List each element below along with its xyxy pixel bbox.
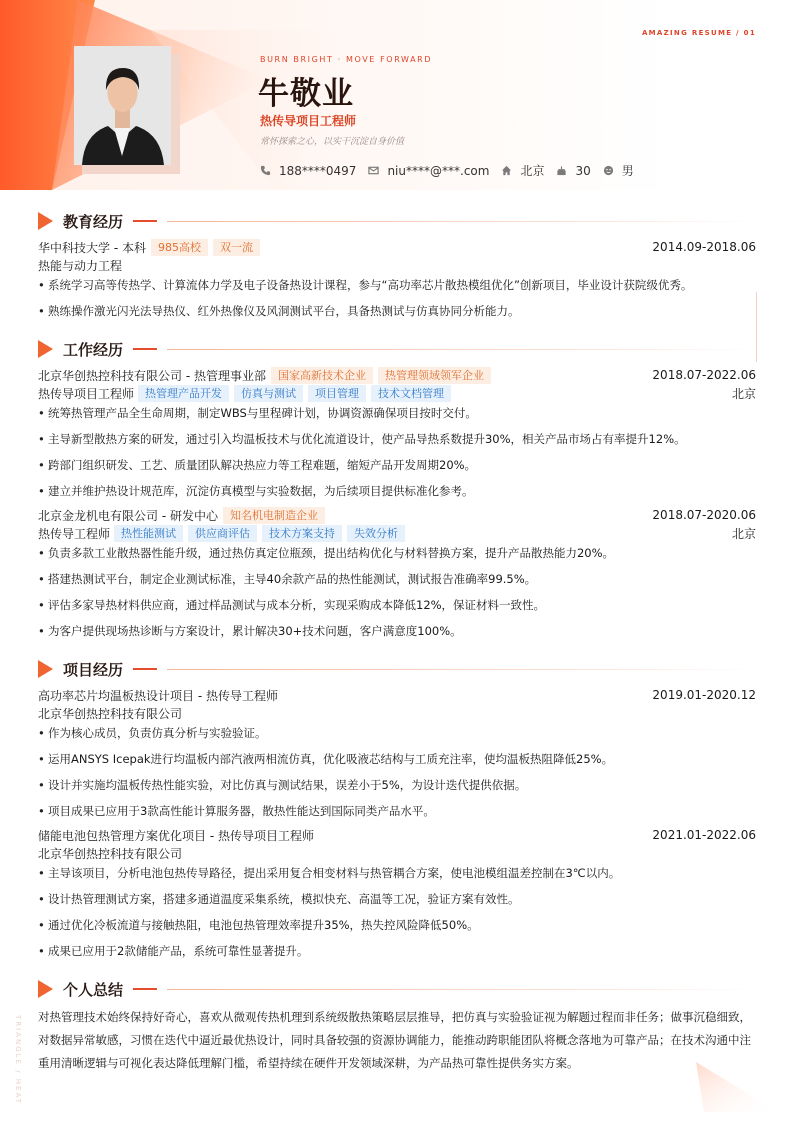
section-heading-work (38, 339, 758, 359)
skill-tag: 技术方案支持 (262, 525, 342, 542)
work-date: 2018.07-2022.06 (652, 368, 756, 382)
role-name: 热传导项目工程师 (38, 386, 135, 401)
project-header-row (38, 686, 756, 704)
title-rule (167, 989, 758, 990)
mail-icon (368, 165, 379, 176)
list-item: • 建立并维护热设计规范库，沉淀仿真模型与实验数据，为后续项目提供标准化参考。 (38, 482, 756, 500)
profile-photo (74, 46, 171, 165)
section-heading-projects (38, 659, 758, 679)
title-dash (133, 220, 157, 222)
work-role-row (38, 524, 756, 542)
city-text: 北京 (520, 164, 545, 178)
triangle-icon (38, 660, 53, 678)
phone-text: 188****0497 (279, 163, 357, 178)
list-item: • 跨部门组织研发、工艺、质量团队解决热应力等工程难题，缩短产品开发周期20%。 (38, 456, 756, 474)
school-tag: 985高校 (151, 239, 208, 256)
project-org-row (38, 704, 756, 722)
contact-gender (603, 162, 634, 179)
skill-tag: 仿真与测试 (234, 385, 303, 402)
project-org-row (38, 844, 756, 862)
email-text: niu****@***.com (387, 163, 490, 178)
title-rule (167, 349, 758, 350)
resume-header (0, 0, 794, 190)
section-title: 项目经历 (63, 660, 124, 679)
work-location: 北京 (731, 526, 756, 541)
list-item: • 统筹热管理产品全生命周期，制定WBS与里程碑计划，协调资源确保项目按时交付。 (38, 404, 756, 422)
list-item: • 为客户提供现场热诊断与方案设计，累计解决30+技术问题，客户满意度100%。 (38, 622, 756, 640)
cake-icon (556, 165, 567, 176)
summary-paragraph: 对热管理技术始终保持好奇心，喜欢从微观传热机理到系统级散热策略层层推导，把仿真与实验验证视为解题过程而非任务；做事沉稳细致，对数据异常敏感，习惯在迭代中逼近最优热设计，同时具备较强的资源协调能力，能推动跨职能团队将概念落地为可靠产品；在技术沟通中注重用清晰逻辑与可视化表达降低理解门槛，希望持续在硬件开发领域深耕，为产品热可靠性提供务实方案。 (38, 1010, 751, 1070)
title-dash (133, 668, 157, 670)
work-location: 北京 (731, 386, 756, 401)
face-icon (603, 165, 614, 176)
list-item: • 运用ANSYS Icepak进行均温板内部汽液两相流仿真，优化吸液芯结构与工质充注率，使均温板热阻降低25%。 (38, 750, 756, 768)
motto: 常怀探索之心，以实干沉淀自身价值 (260, 137, 405, 147)
triangle-icon (38, 212, 53, 230)
company-tag: 国家高新技术企业 (271, 367, 373, 384)
resume-page-tag: AMAZING RESUME / 01 (641, 29, 756, 37)
section-heading-education (38, 211, 758, 231)
list-item: • 成果已应用于2款储能产品，系统可靠性显著提升。 (38, 942, 756, 960)
company-name: 北京金龙机电有限公司 - 研发中心 (38, 508, 218, 523)
work-date: 2018.07-2020.06 (652, 508, 756, 522)
contact-age (556, 164, 590, 178)
triangle-icon (38, 340, 53, 358)
title-dash (133, 348, 157, 350)
skill-tag: 项目管理 (308, 385, 366, 402)
list-item: • 作为核心成员，负责仿真分析与实验验证。 (38, 724, 756, 742)
section-title: 工作经历 (63, 340, 124, 359)
school-name: 华中科技大学 - 本科 (38, 240, 146, 255)
list-item: • 主导新型散热方案的研发，通过引入均温板技术与优化流道设计，使产品导热系数提升30%，相关产品市场占有率提升12%。 (38, 430, 756, 448)
school-tag: 双一流 (213, 239, 260, 256)
education-header-row (38, 238, 756, 256)
list-item: • 负责多款工业散热器性能升级，通过热仿真定位瓶颈，提出结构优化与材料替换方案，提升产品散热能力20%。 (38, 544, 756, 562)
slogan: BURN BRIGHT · MOVE FORWARD (260, 55, 433, 64)
company-tag: 知名机电制造企业 (223, 507, 325, 524)
major: 热能与动力工程 (38, 258, 123, 273)
list-item: • 项目成果已应用于3款高性能计算服务器，散热性能达到国际同类产品水平。 (38, 802, 756, 820)
skill-tag: 技术文档管理 (371, 385, 451, 402)
company-name: 北京华创热控科技有限公司 - 热管理事业部 (38, 368, 266, 383)
work-role-row (38, 384, 756, 402)
skill-tag: 供应商评估 (188, 525, 257, 542)
list-item: • 设计热管理测试方案，搭建多通道温度采集系统，模拟快充、高温等工况，验证方案有效性。 (38, 890, 756, 908)
corner-triangle-decoration (690, 1060, 794, 1123)
work-header-row (38, 506, 756, 524)
list-item: • 评估多家导热材料供应商，通过样品测试与成本分析，实现采购成本降低12%，保证材料一致性。 (38, 596, 756, 614)
title-rule (167, 221, 758, 222)
skill-tag: 热管理产品开发 (138, 385, 229, 402)
list-item: • 通过优化冷板流道与接触热阻，电池包热管理效率提升35%，热失控风险降低50%。 (38, 916, 756, 934)
company-tag: 热管理领域领军企业 (378, 367, 491, 384)
skill-tag: 失效分析 (347, 525, 405, 542)
home-icon (501, 165, 512, 176)
job-title: 热传导项目工程师 (260, 114, 357, 128)
education-major-row (38, 256, 756, 274)
side-vertical-text: TRIANGLE / HEAT (14, 1015, 22, 1105)
age-text: 30 (575, 163, 591, 178)
education-date: 2014.09-2018.06 (652, 240, 756, 254)
contact-city (501, 162, 544, 179)
project-date: 2019.01-2020.12 (652, 688, 756, 702)
section-title: 教育经历 (63, 212, 124, 231)
list-item: • 搭建热测试平台，制定企业测试标准，主导40余款产品的热性能测试，测试报告准确率99.5%。 (38, 570, 756, 588)
project-name: 储能电池包热管理方案优化项目 - 热传导项目工程师 (38, 828, 314, 843)
title-dash (133, 988, 157, 990)
list-item: • 主导该项目，分析电池包热传导路径，提出采用复合相变材料与热管耦合方案，使电池模组温差控制在3℃以内。 (38, 864, 756, 882)
candidate-name: 牛敬业 (258, 76, 354, 112)
list-item: • 设计并实施均温板传热性能实验，对比仿真与测试结果，误差小于5%，为设计迭代提供依据。 (38, 776, 756, 794)
phone-icon (260, 165, 271, 176)
title-rule (167, 669, 758, 670)
project-date: 2021.01-2022.06 (652, 828, 756, 842)
section-heading-summary (38, 979, 758, 999)
project-org: 北京华创热控科技有限公司 (38, 706, 183, 721)
work-header-row (38, 366, 756, 384)
skill-tag: 热性能测试 (114, 525, 183, 542)
project-name: 高功率芯片均温板热设计项目 - 热传导工程师 (38, 688, 278, 703)
role-name: 热传导工程师 (38, 526, 111, 541)
section-title: 个人总结 (63, 980, 124, 999)
contact-phone (260, 164, 356, 178)
triangle-icon (38, 980, 53, 998)
gender-text: 男 (621, 164, 634, 178)
list-item: • 熟练操作激光闪光法导热仪、红外热像仪及风洞测试平台，具备热测试与仿真协同分析能力。 (38, 302, 756, 320)
project-header-row (38, 826, 756, 844)
contact-list (260, 162, 646, 179)
list-item: • 系统学习高等传热学、计算流体力学及电子设备热设计课程，参与“高功率芯片散热模组优化”创新项目，毕业设计获院级优秀。 (38, 276, 756, 294)
project-org: 北京华创热控科技有限公司 (38, 846, 183, 861)
contact-email (368, 164, 489, 178)
